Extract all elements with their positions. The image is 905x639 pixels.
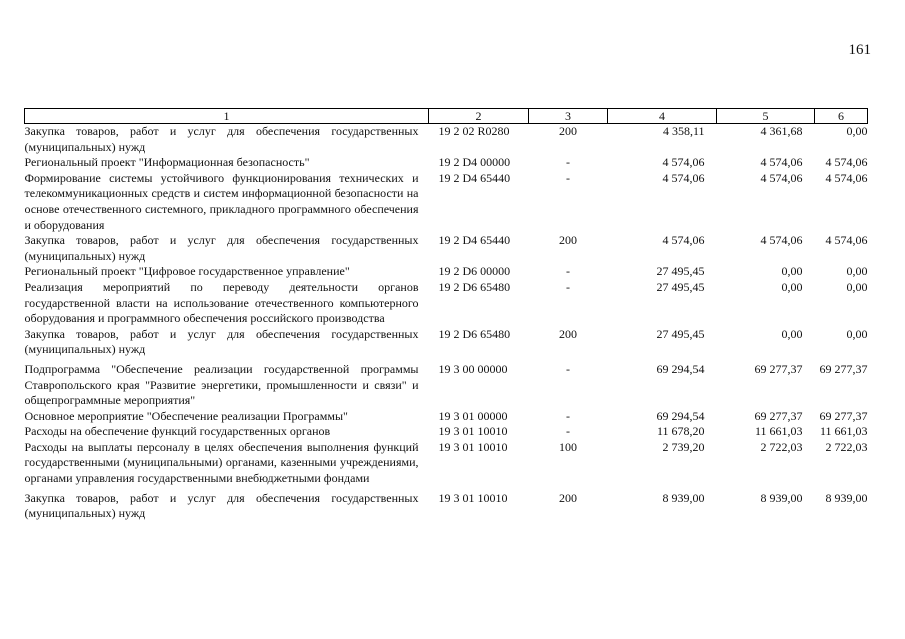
row-value-1: 27 495,45: [656, 326, 705, 341]
table-row: [25, 280, 868, 327]
row-value-2: 0,00: [781, 264, 803, 279]
column-header-1: 1: [25, 109, 429, 124]
row-value-2: 0,00: [781, 326, 803, 341]
table-row: [25, 155, 868, 171]
row-code: 19 3 01 00000: [438, 408, 508, 423]
row-value-2: 4 574,06: [760, 170, 803, 185]
row-name: Закупка товаров, работ и услуг для обеспечения государственных (муниципальных) нужд: [24, 326, 419, 357]
row-code: 19 2 D6 65480: [438, 326, 511, 341]
row-value-2: 2 722,03: [760, 439, 803, 454]
row-value-2: 4 574,06: [760, 155, 803, 170]
column-header-2: 2: [429, 109, 529, 124]
row-name: Расходы на обеспечение функций государственных органов: [24, 424, 331, 439]
page-number: 161: [848, 42, 871, 58]
row-value-2: 8 939,00: [760, 490, 803, 505]
row-name: Закупка товаров, работ и услуг для обеспечения государственных (муниципальных) нужд: [24, 233, 419, 263]
row-value-1: 2 739,20: [662, 439, 705, 454]
row-name: Реализация мероприятий по переводу деятельности органов государственной власти на использование отечественного компьютерного оборудования и программного обеспечения российского производства: [24, 279, 419, 326]
row-value-1: 69 294,54: [656, 361, 705, 376]
row-value-3: 4 574,06: [825, 170, 868, 185]
row-name: Региональный проект "Цифровое государственное управление": [24, 264, 350, 279]
row-value-2: 4 574,06: [760, 233, 803, 248]
row-value-1: 4 574,06: [662, 170, 705, 185]
row-name: Региональный проект "Информационная безопасность": [24, 155, 310, 170]
header-row: [25, 109, 868, 124]
table-row: [25, 171, 868, 233]
row-value-3: 69 277,37: [819, 408, 868, 423]
table-row: [25, 358, 868, 409]
row-code: 19 3 00 00000: [438, 361, 508, 376]
row-value-1: 4 358,11: [662, 124, 705, 138]
table-row: [25, 124, 868, 156]
row-kvr: 200: [559, 326, 577, 341]
column-header-4: 4: [608, 109, 717, 124]
row-value-3: 11 661,03: [819, 424, 868, 439]
table-row: [25, 327, 868, 358]
row-kvr: 200: [559, 233, 577, 248]
row-code: 19 3 01 10010: [438, 439, 508, 454]
row-code: 19 2 D4 65440: [438, 170, 511, 185]
table-row: [25, 440, 868, 487]
row-name: Закупка товаров, работ и услуг для обеспечения государственных (муниципальных) нужд: [24, 124, 419, 154]
row-code: 19 2 D6 00000: [438, 264, 511, 279]
column-header-3: 3: [529, 109, 608, 124]
table-row: [25, 409, 868, 425]
budget-table: [24, 108, 868, 522]
table-row: [25, 424, 868, 440]
row-value-3: 4 574,06: [825, 233, 868, 248]
row-code: 19 3 01 10010: [438, 490, 508, 505]
row-kvr: -: [566, 170, 570, 185]
table-body: [25, 124, 868, 522]
row-value-3: 2 722,03: [825, 439, 868, 454]
row-kvr: -: [566, 361, 570, 376]
column-header-6: 6: [815, 109, 868, 124]
row-value-2: 69 277,37: [754, 361, 803, 376]
budget-table-container: [24, 108, 867, 522]
row-kvr: -: [566, 279, 570, 294]
row-kvr: -: [566, 408, 570, 423]
row-value-3: 0,00: [846, 124, 868, 138]
column-header-5: 5: [717, 109, 815, 124]
row-value-1: 69 294,54: [656, 408, 705, 423]
table-row: [25, 233, 868, 264]
row-value-1: 8 939,00: [662, 490, 705, 505]
row-name: Расходы на выплаты персоналу в целях обеспечения выполнения функций государственными (муниципальными) органами, казенными учреждениями, органами управления государственными внебюджетными фондами: [24, 439, 419, 486]
row-value-3: 0,00: [846, 264, 868, 279]
row-name: Закупка товаров, работ и услуг для обеспечения государственных (муниципальных) нужд: [24, 490, 419, 521]
row-value-1: 4 574,06: [662, 155, 705, 170]
row-value-3: 0,00: [846, 326, 868, 341]
row-code: 19 2 02 R0280: [438, 124, 510, 138]
row-value-2: 69 277,37: [754, 408, 803, 423]
table-row: [25, 487, 868, 522]
row-kvr: -: [566, 155, 570, 170]
row-name: Формирование системы устойчивого функционирования технических и телекоммуникационных средств и систем информационной безопасности на основе отечественного системного, прикладного программного обеспечения и оборудования: [24, 170, 419, 232]
row-value-3: 8 939,00: [825, 490, 868, 505]
row-kvr: 200: [559, 490, 577, 505]
row-value-2: 4 361,68: [760, 124, 803, 138]
row-name: Основное мероприятие "Обеспечение реализации Программы": [24, 408, 348, 423]
row-value-1: 27 495,45: [656, 264, 705, 279]
row-code: 19 2 D4 00000: [438, 155, 511, 170]
row-value-3: 69 277,37: [819, 361, 868, 376]
row-value-2: 11 661,03: [754, 424, 803, 439]
row-kvr: -: [566, 424, 570, 439]
row-value-2: 0,00: [781, 279, 803, 294]
row-value-3: 4 574,06: [825, 155, 868, 170]
row-value-3: 0,00: [846, 279, 868, 294]
row-code: 19 2 D6 65480: [438, 279, 511, 294]
row-value-1: 4 574,06: [662, 233, 705, 248]
row-value-1: 27 495,45: [656, 279, 705, 294]
table-row: [25, 264, 868, 280]
row-code: 19 2 D4 65440: [438, 233, 511, 248]
row-kvr: 100: [559, 439, 577, 454]
row-code: 19 3 01 10010: [438, 424, 508, 439]
row-value-1: 11 678,20: [656, 424, 705, 439]
row-kvr: 200: [559, 124, 577, 138]
row-kvr: -: [566, 264, 570, 279]
row-name: Подпрограмма "Обеспечение реализации государственной программы Ставропольского края "Развитие энергетики, промышленности и связи" и общепрограммные мероприятия": [24, 361, 419, 408]
